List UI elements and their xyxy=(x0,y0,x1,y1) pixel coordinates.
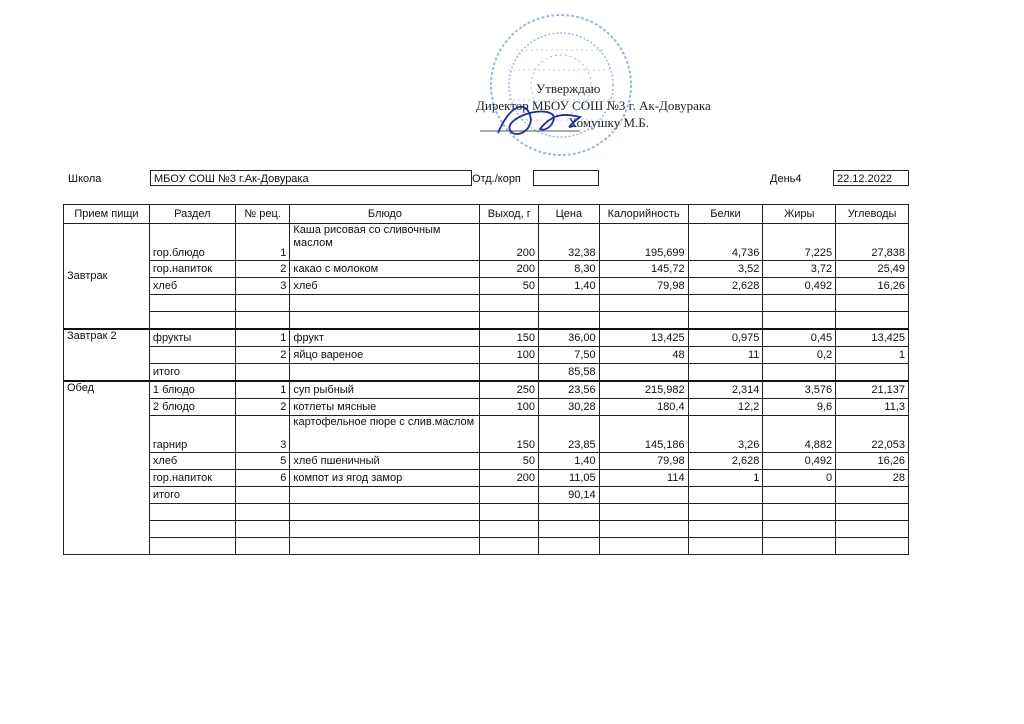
output-cell xyxy=(480,521,539,538)
price-cell xyxy=(539,521,600,538)
meal-cell: Обед xyxy=(64,381,150,555)
carbs-cell xyxy=(836,504,909,521)
table-row xyxy=(64,295,909,312)
price-cell xyxy=(539,312,600,330)
price-cell xyxy=(539,295,600,312)
calories-cell xyxy=(599,312,688,330)
protein-cell xyxy=(688,487,763,504)
col-dish: Блюдо xyxy=(290,205,480,224)
section-cell: 2 блюдо xyxy=(149,399,235,416)
price-cell: 1,40 xyxy=(539,453,600,470)
fat-cell: 0,492 xyxy=(763,453,836,470)
col-carbs: Углеводы xyxy=(836,205,909,224)
price-cell: 85,58 xyxy=(539,364,600,382)
dish-cell: суп рыбный xyxy=(290,381,480,399)
protein-cell: 0,975 xyxy=(688,329,763,347)
dish-cell xyxy=(290,312,480,330)
dish-cell: Каша рисовая со сливочным маслом xyxy=(290,224,480,261)
dish-cell: котлеты мясные xyxy=(290,399,480,416)
fat-cell xyxy=(763,487,836,504)
output-cell: 250 xyxy=(480,381,539,399)
section-cell: итого xyxy=(149,364,235,382)
recipe-cell xyxy=(235,487,290,504)
dish-cell: яйцо вареное xyxy=(290,347,480,364)
output-cell: 50 xyxy=(480,453,539,470)
calories-cell xyxy=(599,364,688,382)
col-protein: Белки xyxy=(688,205,763,224)
calories-cell xyxy=(599,538,688,555)
carbs-cell: 22,053 xyxy=(836,416,909,453)
price-cell: 23,85 xyxy=(539,416,600,453)
output-cell xyxy=(480,538,539,555)
carbs-cell: 13,425 xyxy=(836,329,909,347)
dish-cell: компот из ягод замор xyxy=(290,470,480,487)
dish-cell: хлеб пшеничный xyxy=(290,453,480,470)
fat-cell: 9,6 xyxy=(763,399,836,416)
price-cell: 32,38 xyxy=(539,224,600,261)
school-label: Школа xyxy=(68,173,102,185)
table-row xyxy=(64,487,909,504)
output-cell: 200 xyxy=(480,224,539,261)
meal-cell: Завтрак 2 xyxy=(64,329,150,381)
section-cell: гарнир xyxy=(149,416,235,453)
carbs-cell: 11,3 xyxy=(836,399,909,416)
recipe-cell: 3 xyxy=(235,416,290,453)
date-field[interactable]: 22.12.2022 xyxy=(833,170,909,186)
protein-cell xyxy=(688,312,763,330)
table-row xyxy=(64,312,909,330)
table-row xyxy=(64,224,909,261)
price-cell xyxy=(539,538,600,555)
fat-cell xyxy=(763,295,836,312)
recipe-cell xyxy=(235,504,290,521)
calories-cell xyxy=(599,487,688,504)
section-cell: итого xyxy=(149,487,235,504)
dish-cell: картофельное пюре с слив.маслом xyxy=(290,416,480,453)
output-cell: 150 xyxy=(480,416,539,453)
table-row xyxy=(64,470,909,487)
section-cell: гор.блюдо xyxy=(149,224,235,261)
price-cell: 8,30 xyxy=(539,261,600,278)
output-cell: 100 xyxy=(480,347,539,364)
header-row xyxy=(0,170,1024,188)
carbs-cell: 27,838 xyxy=(836,224,909,261)
school-field[interactable]: МБОУ СОШ №3 г.Ак-Довурака xyxy=(150,170,472,186)
fat-cell: 0,492 xyxy=(763,278,836,295)
fat-cell: 0 xyxy=(763,470,836,487)
fat-cell: 0,2 xyxy=(763,347,836,364)
dish-cell xyxy=(290,364,480,382)
section-cell: хлеб xyxy=(149,278,235,295)
col-calories: Калорийность xyxy=(599,205,688,224)
section-cell xyxy=(149,347,235,364)
recipe-cell: 1 xyxy=(235,381,290,399)
protein-cell xyxy=(688,364,763,382)
approval-title: Утверждаю xyxy=(536,81,601,96)
recipe-cell: 2 xyxy=(235,399,290,416)
dish-cell xyxy=(290,295,480,312)
carbs-cell xyxy=(836,487,909,504)
col-recipe: № рец. xyxy=(235,205,290,224)
table-row xyxy=(64,453,909,470)
protein-cell: 2,628 xyxy=(688,278,763,295)
section-cell: гор.напиток xyxy=(149,261,235,278)
price-cell: 1,40 xyxy=(539,278,600,295)
recipe-cell: 5 xyxy=(235,453,290,470)
protein-cell: 4,736 xyxy=(688,224,763,261)
price-cell: 23,56 xyxy=(539,381,600,399)
fat-cell: 3,72 xyxy=(763,261,836,278)
recipe-cell: 2 xyxy=(235,347,290,364)
calories-cell xyxy=(599,521,688,538)
dish-cell: какао с молоком xyxy=(290,261,480,278)
calories-cell: 145,72 xyxy=(599,261,688,278)
recipe-cell xyxy=(235,538,290,555)
dept-label: Отд./корп xyxy=(472,173,521,185)
carbs-cell: 16,26 xyxy=(836,278,909,295)
section-cell: 1 блюдо xyxy=(149,381,235,399)
protein-cell xyxy=(688,295,763,312)
section-cell xyxy=(149,295,235,312)
calories-cell xyxy=(599,504,688,521)
col-section: Раздел xyxy=(149,205,235,224)
recipe-cell xyxy=(235,312,290,330)
carbs-cell xyxy=(836,538,909,555)
calories-cell xyxy=(599,295,688,312)
protein-cell xyxy=(688,538,763,555)
col-fat: Жиры xyxy=(763,205,836,224)
fat-cell xyxy=(763,364,836,382)
director-signature xyxy=(480,95,610,145)
protein-cell: 2,628 xyxy=(688,453,763,470)
protein-cell xyxy=(688,521,763,538)
output-cell: 150 xyxy=(480,329,539,347)
price-cell xyxy=(539,504,600,521)
col-output: Выход, г xyxy=(480,205,539,224)
meal-cell: Завтрак xyxy=(64,224,150,330)
protein-cell: 1 xyxy=(688,470,763,487)
protein-cell: 3,26 xyxy=(688,416,763,453)
carbs-cell xyxy=(836,364,909,382)
price-cell: 90,14 xyxy=(539,487,600,504)
output-cell: 200 xyxy=(480,261,539,278)
recipe-cell: 3 xyxy=(235,278,290,295)
calories-cell: 195,699 xyxy=(599,224,688,261)
table-row xyxy=(64,381,909,399)
fat-cell xyxy=(763,504,836,521)
table-row xyxy=(64,416,909,453)
dish-cell xyxy=(290,487,480,504)
table-row xyxy=(64,504,909,521)
carbs-cell xyxy=(836,295,909,312)
carbs-cell: 25,49 xyxy=(836,261,909,278)
day-label-text: День xyxy=(770,173,796,185)
calories-cell: 48 xyxy=(599,347,688,364)
col-price: Цена xyxy=(539,205,600,224)
carbs-cell: 1 xyxy=(836,347,909,364)
output-cell xyxy=(480,295,539,312)
fat-cell: 0,45 xyxy=(763,329,836,347)
price-cell: 36,00 xyxy=(539,329,600,347)
section-cell: гор.напиток xyxy=(149,470,235,487)
fat-cell xyxy=(763,312,836,330)
fat-cell: 3,576 xyxy=(763,381,836,399)
table-row xyxy=(64,261,909,278)
dish-cell xyxy=(290,521,480,538)
price-cell: 11,05 xyxy=(539,470,600,487)
output-cell xyxy=(480,487,539,504)
calories-cell: 114 xyxy=(599,470,688,487)
recipe-cell: 6 xyxy=(235,470,290,487)
recipe-cell: 1 xyxy=(235,224,290,261)
carbs-cell: 28 xyxy=(836,470,909,487)
table-row xyxy=(64,521,909,538)
section-cell xyxy=(149,521,235,538)
protein-cell: 3,52 xyxy=(688,261,763,278)
price-cell: 7,50 xyxy=(539,347,600,364)
section-cell xyxy=(149,504,235,521)
fat-cell xyxy=(763,538,836,555)
recipe-cell xyxy=(235,295,290,312)
carbs-cell xyxy=(836,521,909,538)
output-cell xyxy=(480,312,539,330)
menu-table-body xyxy=(64,224,909,555)
day-number: 4 xyxy=(795,173,802,185)
menu-table xyxy=(63,204,909,555)
section-cell: фрукты xyxy=(149,329,235,347)
recipe-cell xyxy=(235,521,290,538)
table-row xyxy=(64,364,909,382)
section-cell: хлеб xyxy=(149,453,235,470)
calories-cell: 215,982 xyxy=(599,381,688,399)
approval-position: Директор МБОУ СОШ №3 г. Ак-Довурака xyxy=(476,98,711,113)
recipe-cell: 1 xyxy=(235,329,290,347)
fat-cell: 4,882 xyxy=(763,416,836,453)
protein-cell: 11 xyxy=(688,347,763,364)
calories-cell: 145,186 xyxy=(599,416,688,453)
section-cell xyxy=(149,312,235,330)
dish-cell xyxy=(290,538,480,555)
price-cell: 30,28 xyxy=(539,399,600,416)
output-cell: 200 xyxy=(480,470,539,487)
section-cell xyxy=(149,538,235,555)
output-cell xyxy=(480,364,539,382)
protein-cell: 12,2 xyxy=(688,399,763,416)
dish-cell: хлеб xyxy=(290,278,480,295)
calories-cell: 79,98 xyxy=(599,278,688,295)
col-meal: Прием пищи xyxy=(64,205,150,224)
output-cell xyxy=(480,504,539,521)
fat-cell xyxy=(763,521,836,538)
recipe-cell xyxy=(235,364,290,382)
dept-field[interactable] xyxy=(533,170,599,186)
carbs-cell xyxy=(836,312,909,330)
dish-cell: фрукт xyxy=(290,329,480,347)
fat-cell: 7,225 xyxy=(763,224,836,261)
calories-cell: 13,425 xyxy=(599,329,688,347)
protein-cell: 2,314 xyxy=(688,381,763,399)
output-cell: 50 xyxy=(480,278,539,295)
table-row xyxy=(64,538,909,555)
carbs-cell: 21,137 xyxy=(836,381,909,399)
table-row xyxy=(64,399,909,416)
protein-cell xyxy=(688,504,763,521)
table-header-row xyxy=(64,205,909,224)
table-row xyxy=(64,347,909,364)
approval-name: Хомушку М.Б. xyxy=(568,115,649,130)
day-label xyxy=(770,173,802,185)
calories-cell: 180,4 xyxy=(599,399,688,416)
table-row xyxy=(64,278,909,295)
output-cell: 100 xyxy=(480,399,539,416)
dish-cell xyxy=(290,504,480,521)
recipe-cell: 2 xyxy=(235,261,290,278)
table-row xyxy=(64,329,909,347)
carbs-cell: 16,26 xyxy=(836,453,909,470)
calories-cell: 79,98 xyxy=(599,453,688,470)
